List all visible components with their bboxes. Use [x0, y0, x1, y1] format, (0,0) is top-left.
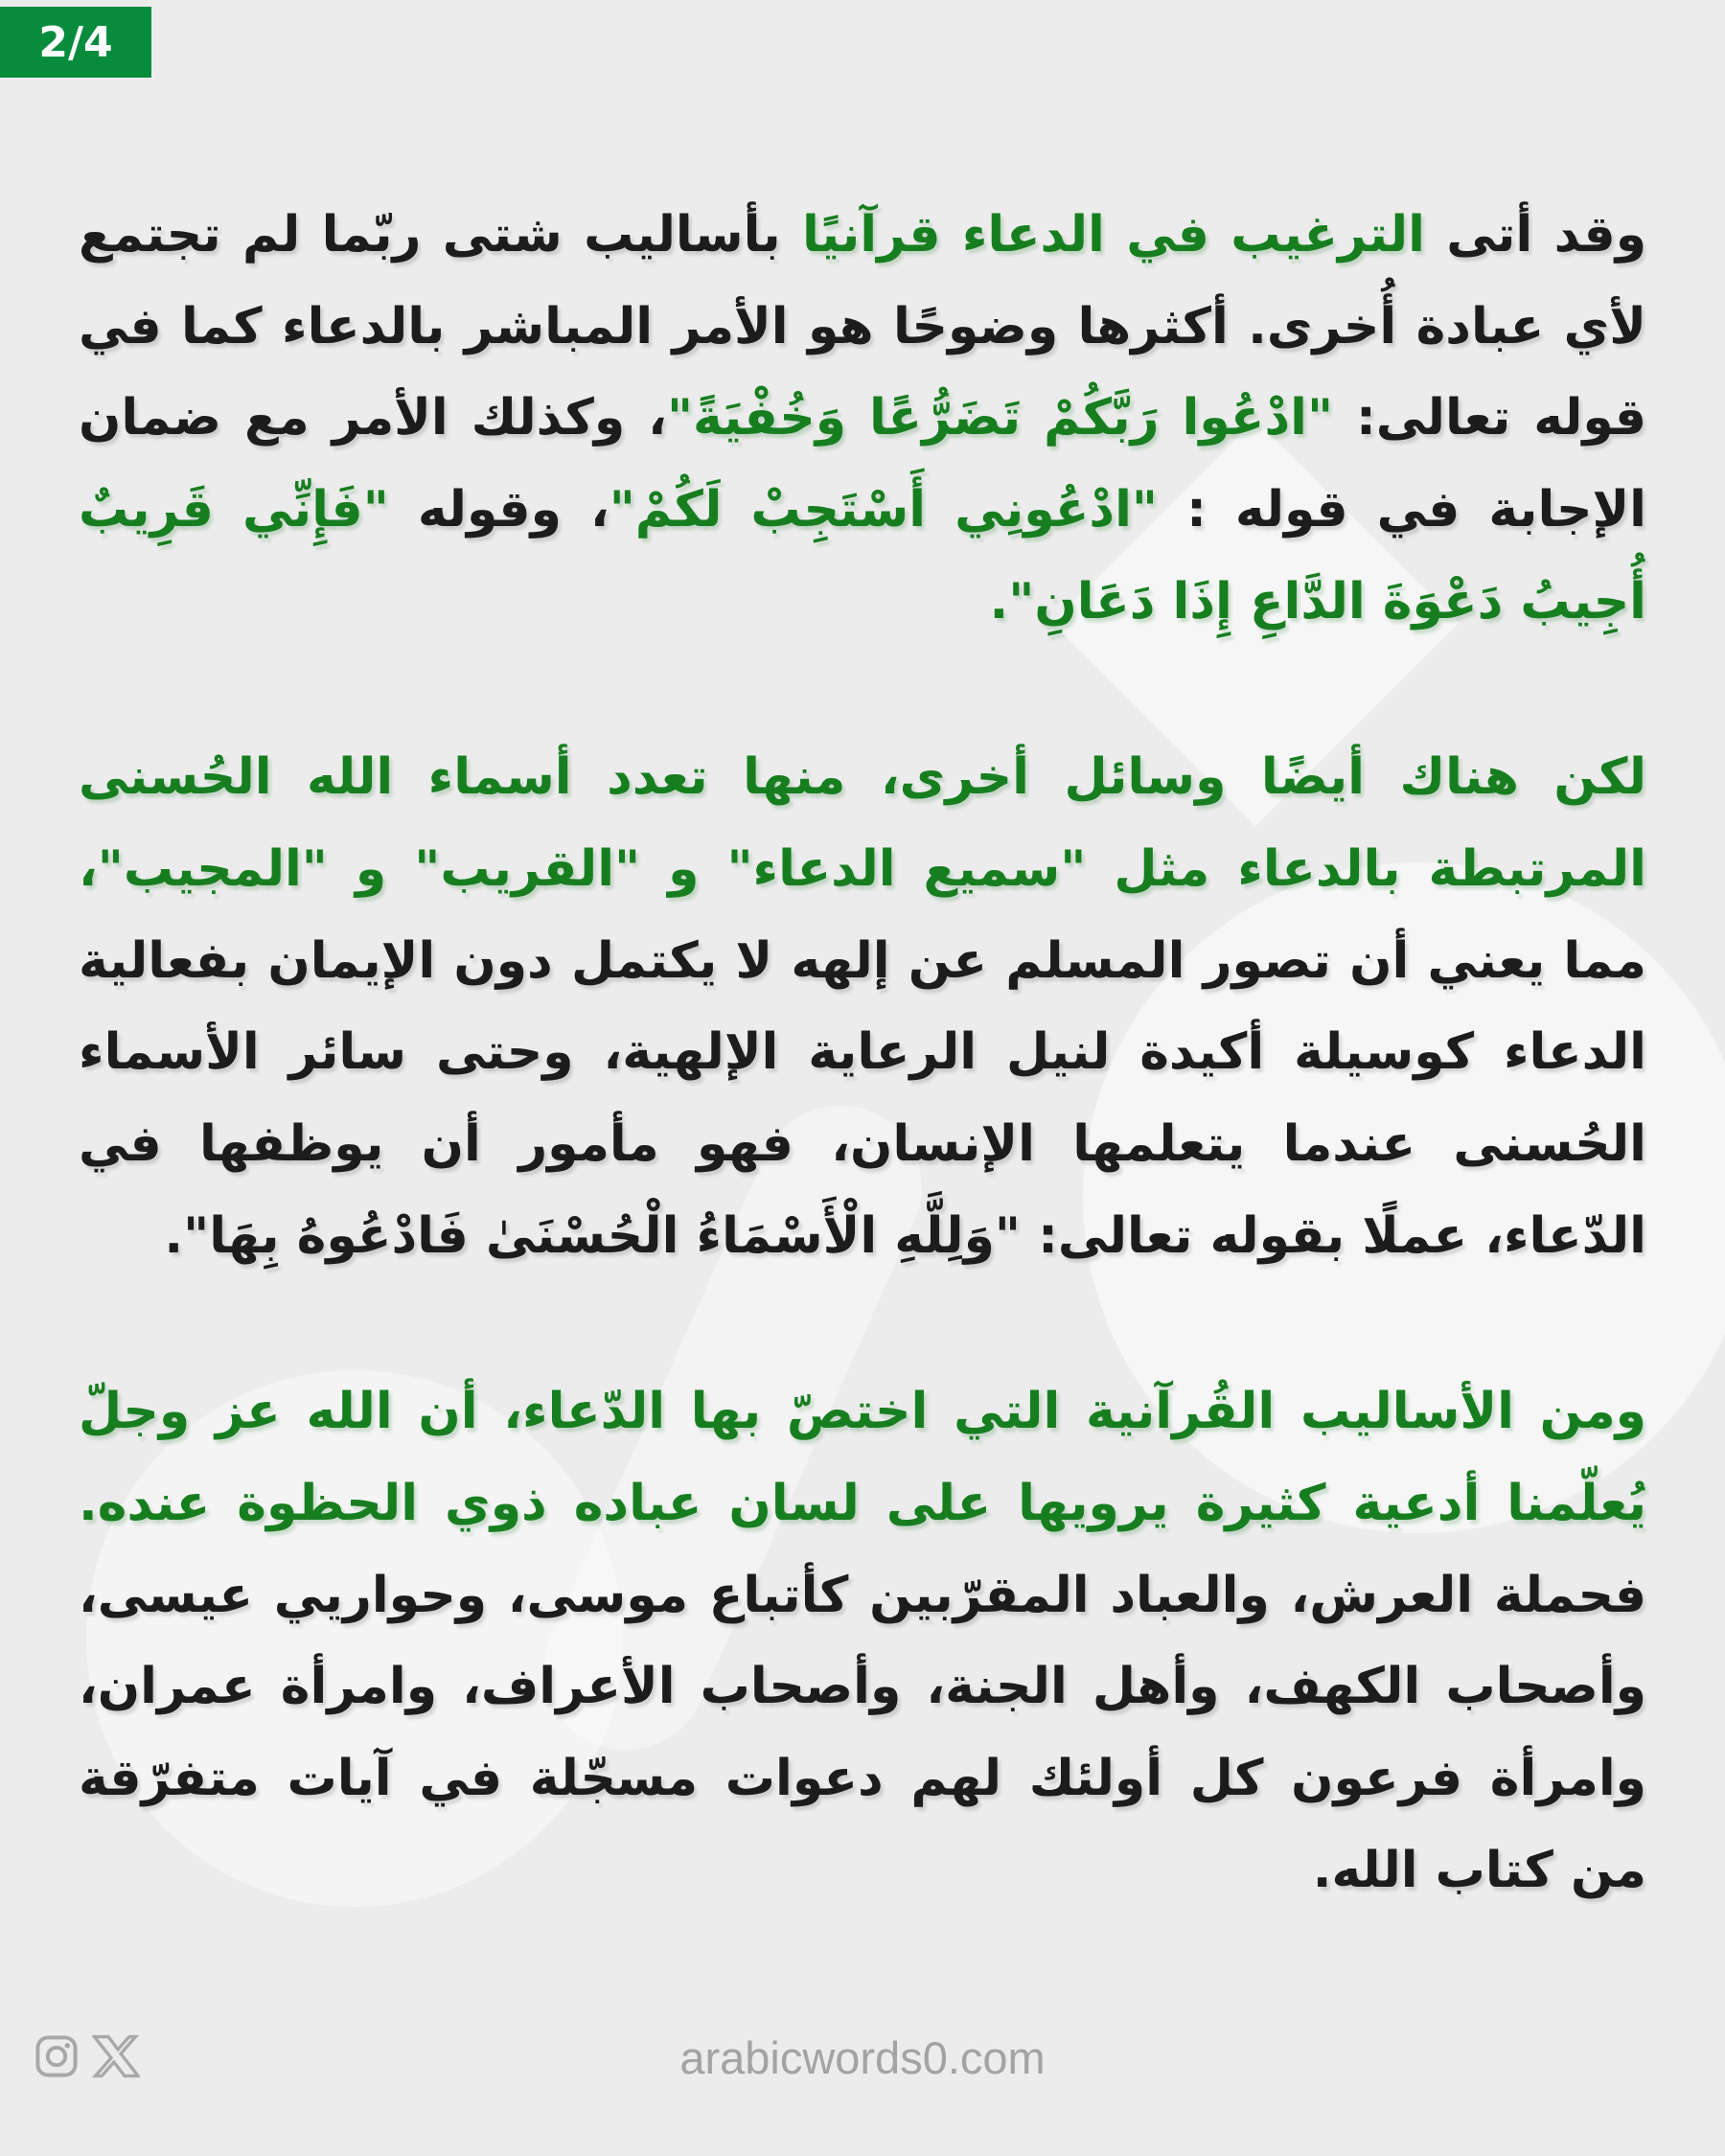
site-url: arabicwords0.com	[679, 2032, 1046, 2083]
text-segment-green: لكن هناك أيضًا وسائل أخرى، منها تعدد أسماء الله الحُسنى المرتبطة بالدعاء مثل "سميع الدعاء" و "القريب" و "المجيب"،	[79, 748, 1646, 899]
text-segment-dark: وقد أتى	[1424, 206, 1647, 264]
instagram-icon[interactable]	[33, 2032, 80, 2080]
x-icon[interactable]	[92, 2032, 140, 2080]
paragraph	[79, 732, 1646, 1282]
text-segment-green: "ادْعُونِي أَسْتَجِبْ لَكُمْ"	[609, 481, 1159, 539]
paragraph	[79, 1366, 1646, 1916]
paragraph	[79, 190, 1646, 648]
text-segment-green: "ادْعُوا رَبَّكُمْ تَضَرُّعًا وَخُفْيَةً"	[666, 389, 1334, 447]
text-segment-green: الترغيب في الدعاء قرآنيًا	[802, 206, 1425, 264]
social-links	[33, 2032, 140, 2080]
text-segment-dark: ، وكذلك الأمر مع ضمان الإجابة في قوله :	[79, 389, 1647, 539]
page-counter-badge: 2/4	[0, 7, 151, 78]
text-segment-dark: مما يعني أن تصور المسلم عن إلهه لا يكتمل دون الإيمان بفعالية الدعاء كوسيلة أكيدة لنيل الرعاية الإلهية، وحتى سائر الأسماء الحُسنى عندما يتعلمها الإنسان، فهو مأمور أن يوظفها في الدّعاء، عملًا بقوله تعالى: "وَلِلَّهِ الْأَسْمَاءُ الْحُسْنَىٰ فَادْعُوهُ بِهَا".	[79, 931, 1646, 1265]
text-segment-green: ومن الأساليب القُرآنية التي اختصّ بها الدّعاء، أن الله عز وجلّ يُعلّمنا أدعية كثيرة يرويها على لسان عباده ذوي الحظوة عنده.	[79, 1383, 1646, 1533]
text-segment-green: "فَإِنِّي قَرِيبٌ أُجِيبُ دَعْوَةَ الدَّاعِ إِذَا دَعَانِ".	[79, 481, 1646, 631]
text-segment-dark: بأساليب شتى ربّما لم تجتمع لأي عبادة أُخرى. أكثرها وضوحًا هو الأمر المباشر بالدعاء كما في قوله تعالى:	[79, 206, 1647, 447]
text-segment-dark: ، وقوله	[388, 481, 610, 539]
text-segment-dark: فحملة العرش، والعباد المقرّبين كأتباع موسى، وحواريي عيسى، وأصحاب الكهف، وأهل الجنة، وأصحاب الأعراف، وامرأة عمران، وامرأة فرعون كل أولئك لهم دعوات مسجّلة في آيات متفرّقة من كتاب الله.	[79, 1566, 1646, 1899]
footer	[0, 2007, 1725, 2113]
